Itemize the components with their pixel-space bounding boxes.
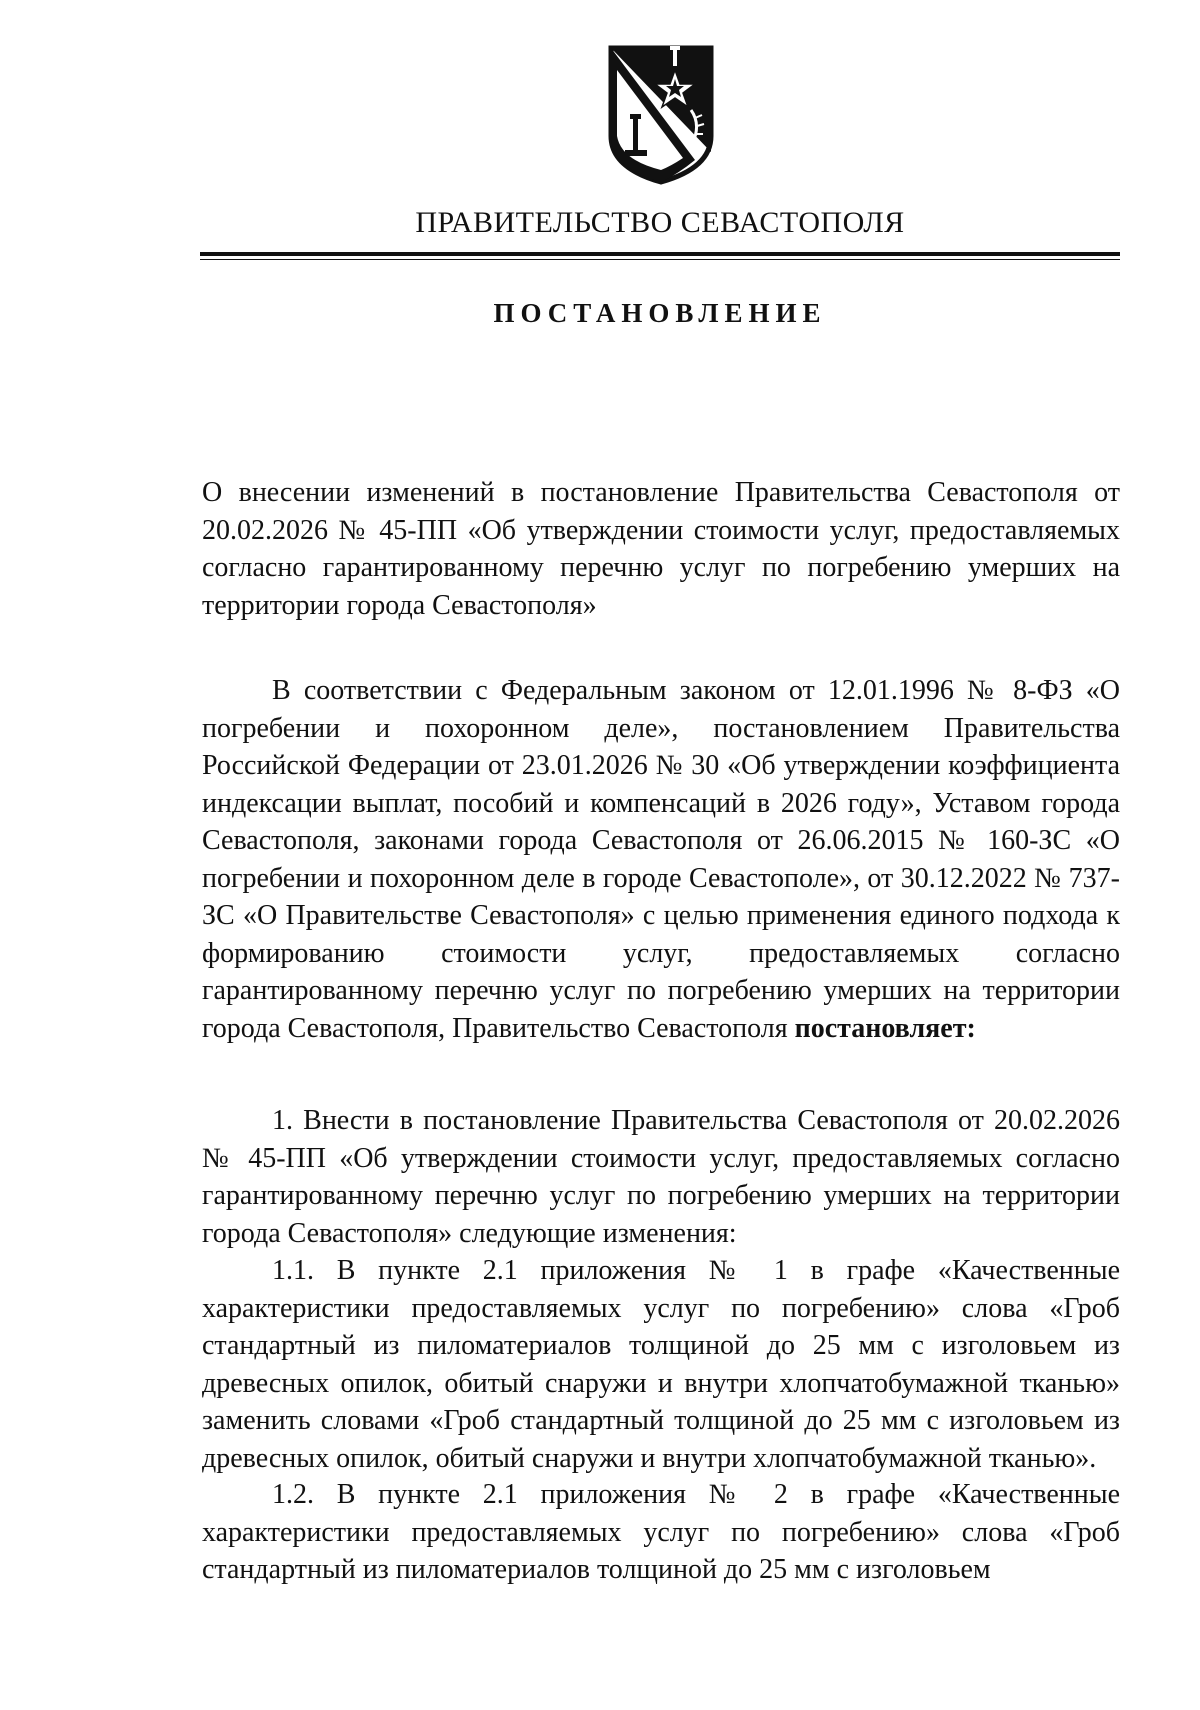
- header-divider-thick: [200, 252, 1120, 256]
- item-1-1-block: [202, 1252, 1120, 1477]
- item-1-block: [202, 1102, 1120, 1252]
- header-divider-thin: [200, 259, 1120, 260]
- preamble-paragraph: [202, 672, 1120, 1047]
- item-1-2-text: 1.2. В пункте 2.1 приложения № 2 в графе «Качественные характеристики предоставляемых услуг по погребению» слова «Гроб стандартный из пиломатериалов толщиной до 25 мм с изголовьем: [202, 1479, 1120, 1585]
- item-1-text: 1. Внести в постановление Правительства Севастополя от 20.02.2026 № 45-ПП «Об утверждении стоимости услуг, предоставляемых согласно гарантированному перечню услуг по погребению умерших на территории города Севастополя» следующие изменения:: [202, 1105, 1120, 1249]
- item-1-1-text: 1.1. В пункте 2.1 приложения № 1 в графе «Качественные характеристики предоставляемых услуг по погребению» слова «Гроб стандартный из пиломатериалов толщиной до 25 мм с изголовьем из древесных опилок, обитый снаружи и внутри хлопчатобумажной тканью» заменить словами «Гроб стандартный толщиной до 25 мм с изголовьем из древесных опилок, обитый снаружи и внутри хлопчатобумажной тканью».: [202, 1255, 1120, 1474]
- sevastopol-coat-of-arms-icon: [603, 40, 719, 188]
- preamble-text: В соответствии с Федеральным законом от 12.01.1996 № 8-ФЗ «О погребении и похоронном деле», постановлением Правительства Российской Федерации от 23.01.2026 № 30 «Об утверждении коэффициента индексации выплат, пособий и компенсаций в 2026 году», Уставом города Севастополя, законами города Севастополя от 26.06.2015 № 160-ЗС «О погребении и похоронном деле в городе Севастополе», от 30.12.2022 № 737-ЗС «О Правительстве Севастополя» с целью применения единого подхода к формированию стоимости услуг, предоставляемых согласно гарантированному перечню услуг по погребению умерших на территории города Севастополя, Правительство Севастополя: [202, 675, 1120, 1044]
- government-name: ПРАВИТЕЛЬСТВО СЕВАСТОПОЛЯ: [415, 206, 905, 239]
- decree-word: постановляет:: [794, 1012, 976, 1044]
- item-1-2-block: [202, 1476, 1120, 1589]
- subject-text: О внесении изменений в постановление Правительства Севастополя от 20.02.2026 № 45-ПП «Об утверждении стоимости услуг, предоставляемых согласно гарантированному перечню услуг по погребению умерших на территории города Севастополя»: [202, 477, 1120, 621]
- document-type-heading: ПОСТАНОВЛЕНИЕ: [493, 298, 827, 328]
- preamble-block: [202, 672, 1120, 1047]
- subject-block: [202, 474, 1120, 624]
